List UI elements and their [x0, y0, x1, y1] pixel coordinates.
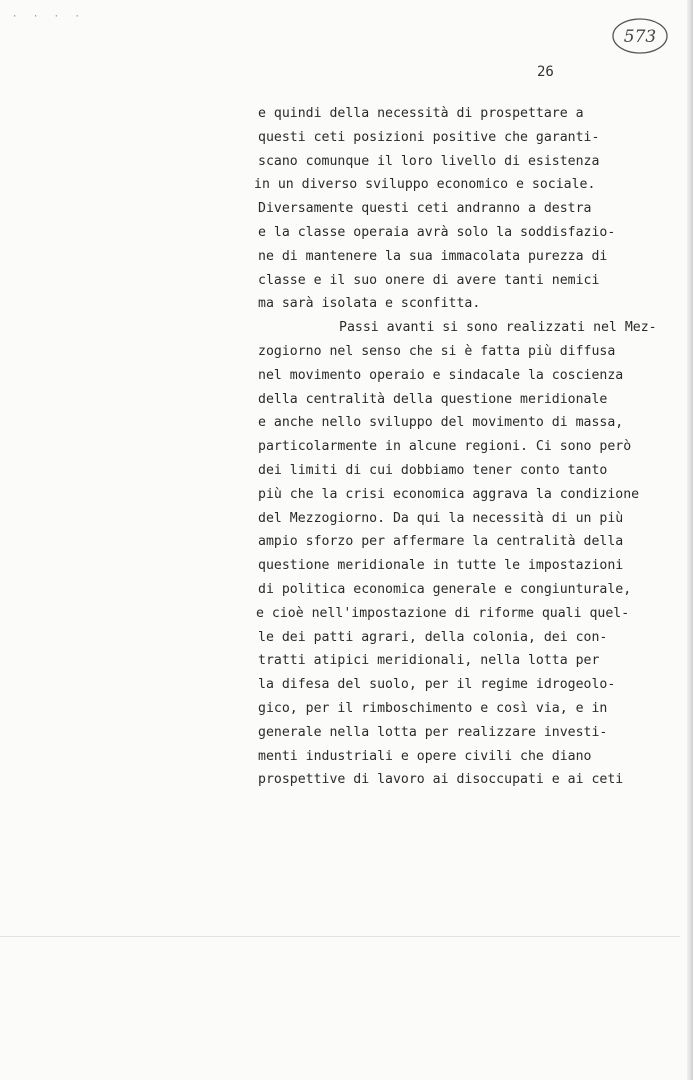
text-line: gico, per il rimboschimento e così via, e in: [258, 700, 608, 716]
text-line: menti industriali e opere civili che diano: [258, 748, 592, 764]
text-line: scano comunque il loro livello di esistenza: [258, 153, 600, 169]
text-line: ne di mantenere la sua immacolata purezza di: [258, 248, 608, 264]
text-line: ma sarà isolata e sconfitta.: [258, 296, 481, 312]
text-line: questione meridionale in tutte le impostazioni: [258, 558, 624, 574]
text-line: in un diverso sviluppo economico e sociale.: [254, 177, 596, 193]
text-line: generale nella lotta per realizzare investi-: [258, 724, 608, 740]
text-line: e la classe operaia avrà solo la soddisfazio-: [258, 224, 616, 240]
text-line: più che la crisi economica aggrava la condizione: [258, 486, 640, 502]
text-line: della centralità della questione meridionale: [258, 391, 608, 407]
text-line: e cioè nell'impostazione di riforme quali quel-: [256, 605, 630, 621]
text-line: zogiorno nel senso che si è fatta più diffusa: [258, 343, 616, 359]
text-line: le dei patti agrari, della colonia, dei con-: [258, 629, 608, 645]
text-line: prospettive di lavoro ai disoccupati e ai ceti: [258, 772, 624, 788]
text-line: questi ceti posizioni positive che garanti-: [258, 129, 600, 145]
text-line: tratti atipici meridionali, nella lotta per: [258, 653, 600, 669]
text-line: del Mezzogiorno. Da qui la necessità di un più: [258, 510, 624, 526]
archive-number: 573: [623, 27, 657, 47]
page-edge-shadow: [687, 0, 693, 1080]
text-line: di politica economica generale e congiunturale,: [258, 581, 632, 597]
typewritten-body: [254, 102, 678, 792]
paragraph-first-line: Passi avanti si sono realizzati nel Mez-: [339, 320, 657, 336]
text-line: dei limiti di cui dobbiamo tener conto tanto: [258, 462, 608, 478]
page-fold-line: [0, 936, 680, 937]
text-line: Diversamente questi ceti andranno a destra: [258, 201, 592, 217]
text-line: e quindi della necessità di prospettare a: [258, 106, 584, 121]
text-line: ampio sforzo per affermare la centralità della: [258, 534, 624, 550]
page-number: 26: [537, 64, 554, 80]
text-line: nel movimento operaio e sindacale la coscienza: [258, 367, 624, 383]
archive-stamp-icon: [611, 16, 669, 56]
text-line: classe e il suo onere di avere tanti nemici: [258, 272, 600, 288]
text-line: la difesa del suolo, per il regime idrogeolo-: [258, 677, 616, 693]
scan-specks: · · · ·: [12, 12, 85, 22]
text-line: e anche nello sviluppo del movimento di massa,: [258, 415, 624, 431]
text-line: particolarmente in alcune regioni. Ci sono però: [258, 439, 632, 455]
